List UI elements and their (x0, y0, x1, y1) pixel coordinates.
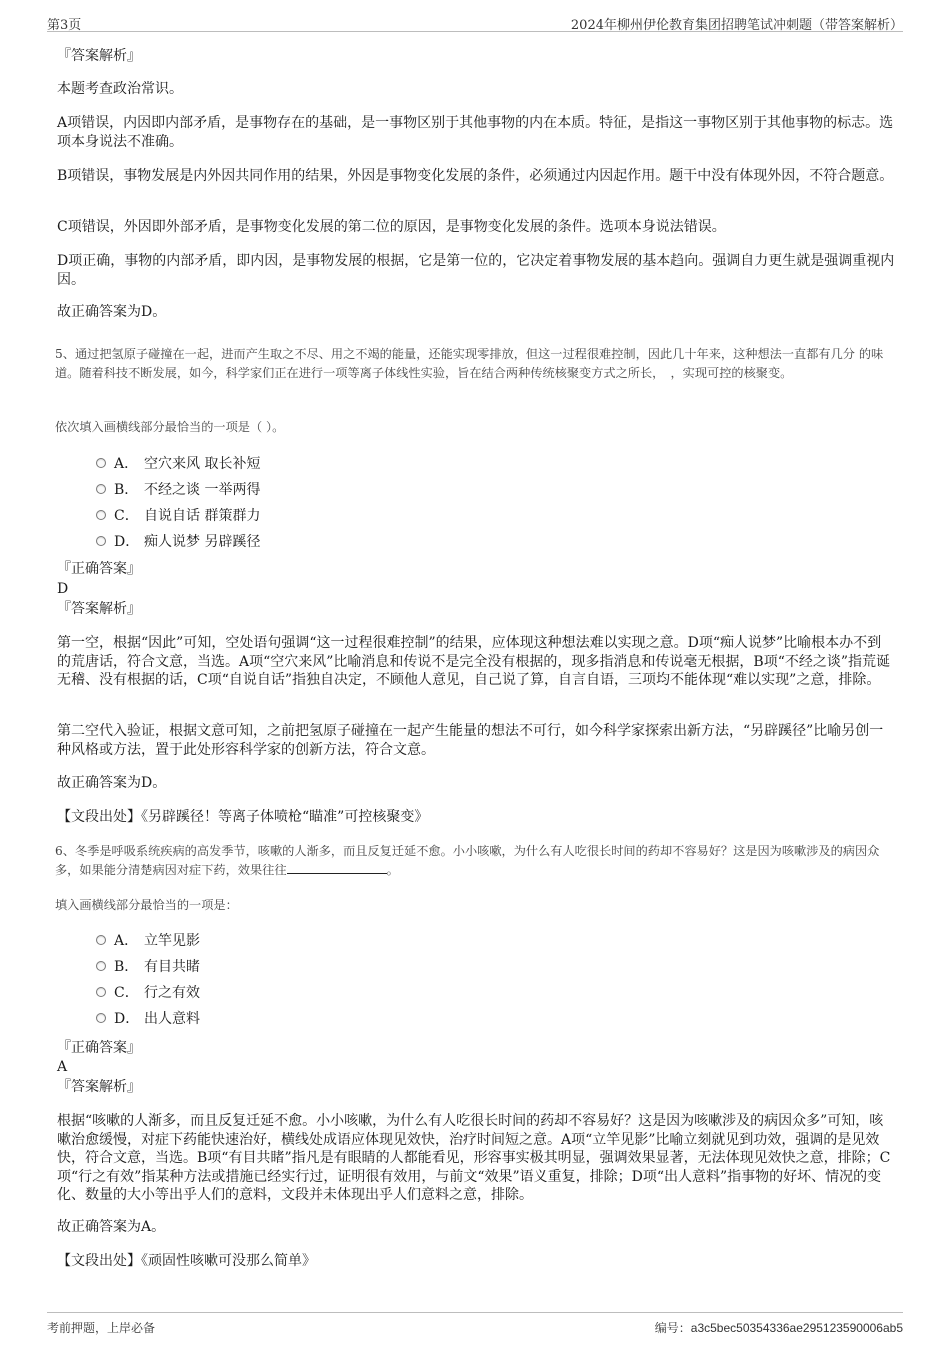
q4-analysis-option-b: B项错误，事物发展是内外因共同作用的结果，外因是事物变化发展的条件，必须通过内因起作用。题干中没有体现外因，不符合题意。 (57, 168, 894, 184)
q4-analysis-intro: 本题考查政治常识。 (57, 81, 183, 97)
q6-correct-answer: A (57, 1059, 68, 1075)
radio-button[interactable] (96, 536, 106, 546)
radio-button[interactable] (96, 510, 106, 520)
footer-slogan: 考前押题，上岸必备 (47, 1321, 156, 1335)
q5-option-a[interactable] (96, 454, 260, 474)
q5-answer: 故正确答案为D。 (57, 775, 167, 791)
option-text: 空穴来风 取长补短 (144, 456, 261, 472)
q4-analysis-option-d: D项正确，事物的内部矛盾，即内因，是事物发展的根据，它是第一位的，它决定着事物发展的基本趋向。强调自力更生就是强调重视内因。 (57, 253, 895, 288)
q6-stem (55, 842, 895, 880)
option-key: B． (114, 482, 139, 498)
radio-button[interactable] (96, 484, 106, 494)
q5-analysis-p2: 第二空代入验证，根据文意可知，之前把氢原子碰撞在一起产生能量的想法不可行，如今科学家探索出新方法，“另辟蹊径”比喻另创一种风格或方法，置于此处形容科学家的创新方法，符合文意。 (57, 723, 884, 758)
q4-answer: 故正确答案为D。 (57, 304, 167, 320)
document-title: 2024年柳州伊伦教育集团招聘笔试冲刺题（带答案解析） (570, 18, 903, 33)
option-text: 立竿见影 (144, 933, 200, 949)
q5-option-c[interactable] (96, 506, 260, 526)
q5-prompt: 依次填入画横线部分最恰当的一项是（ ）。 (55, 420, 285, 434)
q5-option-d[interactable] (96, 532, 260, 552)
option-text: 自说自话 群策群力 (144, 508, 261, 524)
q5-stem: 5、通过把氢原子碰撞在一起，进而产生取之不尽、用之不竭的能量，还能实现零排放，但这一过程很难控制，因此几十年来，这种想法一直都有几分 的味道。随着科技不断发展，如今，科学家们正在进行一项等离子体线性实验，旨在结合两种传统核聚变方式之所长， ，实现可控的核聚变。 (55, 347, 884, 380)
option-key: C． (114, 508, 139, 524)
option-text: 有目共睹 (144, 959, 200, 975)
option-key: A． (114, 456, 139, 472)
q6-option-d[interactable] (96, 1009, 200, 1029)
radio-button[interactable] (96, 961, 106, 971)
radio-button[interactable] (96, 935, 106, 945)
q6-option-a[interactable] (96, 931, 200, 951)
document-id (655, 1319, 903, 1336)
option-key: C． (114, 985, 139, 1001)
q4-analysis-option-c: C项错误，外因即外部矛盾，是事物变化发展的第二位的原因，是事物变化发展的条件。选项本身说法错误。 (57, 219, 726, 235)
q6-stem-end: 。 (386, 863, 399, 877)
radio-button[interactable] (96, 458, 106, 468)
q5-correct-title: 『正确答案』 (57, 561, 141, 577)
q5-option-b[interactable] (96, 480, 260, 500)
q6-stem-text: 6、冬季是呼吸系统疾病的高发季节，咳嗽的人渐多，而且反复迁延不愈。小小咳嗽，为什么有人吃很长时间的药却不容易好？这是因为咳嗽涉及的病因众多，如果能分清楚病因对症下药，效果往往 (55, 844, 880, 877)
q6-option-c[interactable] (96, 983, 200, 1003)
q5-analysis-title: 『答案解析』 (57, 601, 141, 617)
page-footer (47, 1312, 903, 1336)
option-key: B． (114, 959, 139, 975)
page-number: 第3页 (47, 18, 82, 33)
radio-button[interactable] (96, 1013, 106, 1023)
q6-analysis-title: 『答案解析』 (57, 1079, 141, 1095)
q6-analysis-p1: 根据“咳嗽的人渐多，而且反复迁延不愈。小小咳嗽，为什么有人吃很长时间的药却不容易好？这是因为咳嗽涉及的病因众多”可知，咳嗽治愈缓慢，对症下药能快速治好，横线处成语应体现见效快，治疗时间短之意。A项“立竿见影”比喻立刻就见到功效，强调的是见效快，符合文意，当选。B项“有目共睹”指凡是有眼睛的人都能看见，形容事实极其明显，强调效果显著，无法体现见效快之意，排除；C项“行之有效”指某种方法或措施已经实行过，证明很有效用，与前文“效果”语义重复，排除；D项“出人意料”指事物的好坏、情况的变化、数量的大小等出乎人们的意料，文段并未体现出乎人们意料之意，排除。 (57, 1113, 891, 1203)
option-text: 痴人说梦 另辟蹊径 (144, 534, 261, 550)
document-id-label: 编号： (654, 1321, 691, 1335)
option-key: D． (114, 534, 140, 550)
radio-button[interactable] (96, 987, 106, 997)
q6-option-b[interactable] (96, 957, 200, 977)
q6-prompt: 填入画横线部分最恰当的一项是： (55, 898, 238, 912)
option-key: D． (114, 1011, 140, 1027)
option-text: 行之有效 (144, 985, 200, 1001)
option-text: 不经之谈 一举两得 (144, 482, 261, 498)
q6-source: 【文段出处】《顽固性咳嗽可没那么简单》 (57, 1253, 316, 1269)
document-id-code: a3c5bec50354336ae295123590006ab5 (690, 1321, 903, 1335)
q5-source: 【文段出处】《另辟蹊径！等离子体喷枪“瞄准”可控核聚变》 (57, 809, 429, 825)
option-key: A． (114, 933, 139, 949)
page-header (47, 10, 903, 32)
option-text: 出人意料 (144, 1011, 200, 1027)
answer-blank (287, 862, 387, 874)
q6-correct-title: 『正确答案』 (57, 1040, 141, 1056)
q5-correct-answer: D (57, 581, 69, 597)
q4-analysis-option-a: A项错误，内因即内部矛盾，是事物存在的基础，是一事物区别于其他事物的内在本质。特征，是指这一事物区别于其他事物的标志。选项本身说法不准确。 (57, 115, 894, 150)
q5-analysis-p1: 第一空，根据“因此”可知，空处语句强调“这一过程很难控制”的结果，应体现这种想法难以实现之意。D项“痴人说梦”比喻根本办不到的荒唐话，符合文意，当选。A项“空穴来风”比喻消息和传说不是完全没有根据的，现多指消息和传说毫无根据，B项“不经之谈”指荒诞无稽、没有根据的话，C项“自说自话”指独自决定，不顾他人意见，自己说了算，自言自语，三项均不能体现“难以实现”之意，排除。 (57, 635, 891, 688)
q4-analysis-title: 『答案解析』 (57, 48, 141, 64)
q6-answer: 故正确答案为A。 (57, 1219, 166, 1235)
